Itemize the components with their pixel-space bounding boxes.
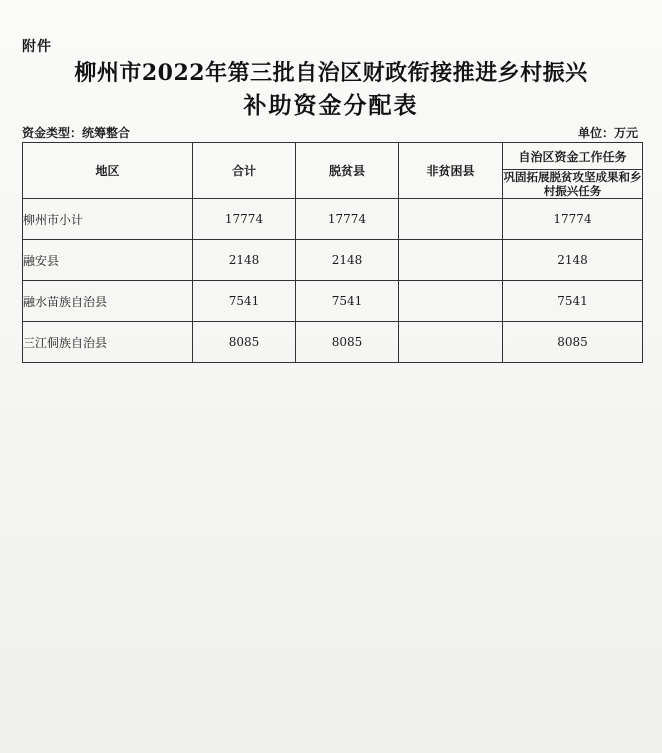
cell-task: 17774 [503, 199, 643, 240]
table-row [23, 199, 643, 240]
document-title-line-2: 补助资金分配表 [243, 92, 419, 119]
fund-type-label: 资金类型：统筹整合 [22, 126, 131, 140]
attachment-label: 附件 [22, 39, 52, 55]
allocation-table [22, 142, 643, 363]
cell-non-poor [399, 281, 503, 322]
document-title-line-1: 柳州市2022年第三批自治区财政衔接推进乡村振兴 [74, 60, 588, 86]
cell-poor: 2148 [296, 240, 399, 281]
cell-total: 2148 [193, 240, 296, 281]
cell-non-poor [399, 199, 503, 240]
cell-region: 三江侗族自治县 [23, 322, 193, 363]
cell-total: 7541 [193, 281, 296, 322]
cell-non-poor [399, 240, 503, 281]
header-sub-task: 巩固拓展脱贫攻坚成果和乡村振兴任务 [503, 170, 642, 198]
cell-task: 8085 [503, 322, 643, 363]
cell-region: 柳州市小计 [23, 199, 193, 240]
table-row [23, 322, 643, 363]
cell-region: 融安县 [23, 240, 193, 281]
cell-poor: 8085 [296, 322, 399, 363]
cell-task: 2148 [503, 240, 643, 281]
cell-non-poor [399, 322, 503, 363]
table-row [23, 240, 643, 281]
header-poor-county: 脱贫县 [296, 143, 399, 199]
header-total: 合计 [193, 143, 296, 199]
header-non-poor-county: 非贫困县 [399, 143, 503, 199]
cell-task: 7541 [503, 281, 643, 322]
cell-total: 17774 [193, 199, 296, 240]
header-region: 地区 [23, 143, 193, 199]
unit-label: 单位：万元 [577, 126, 638, 140]
table-row [23, 281, 643, 322]
cell-poor: 7541 [296, 281, 399, 322]
cell-region: 融水苗族自治县 [23, 281, 193, 322]
cell-poor: 17774 [296, 199, 399, 240]
header-group-task: 自治区资金工作任务 [503, 143, 643, 170]
cell-total: 8085 [193, 322, 296, 363]
